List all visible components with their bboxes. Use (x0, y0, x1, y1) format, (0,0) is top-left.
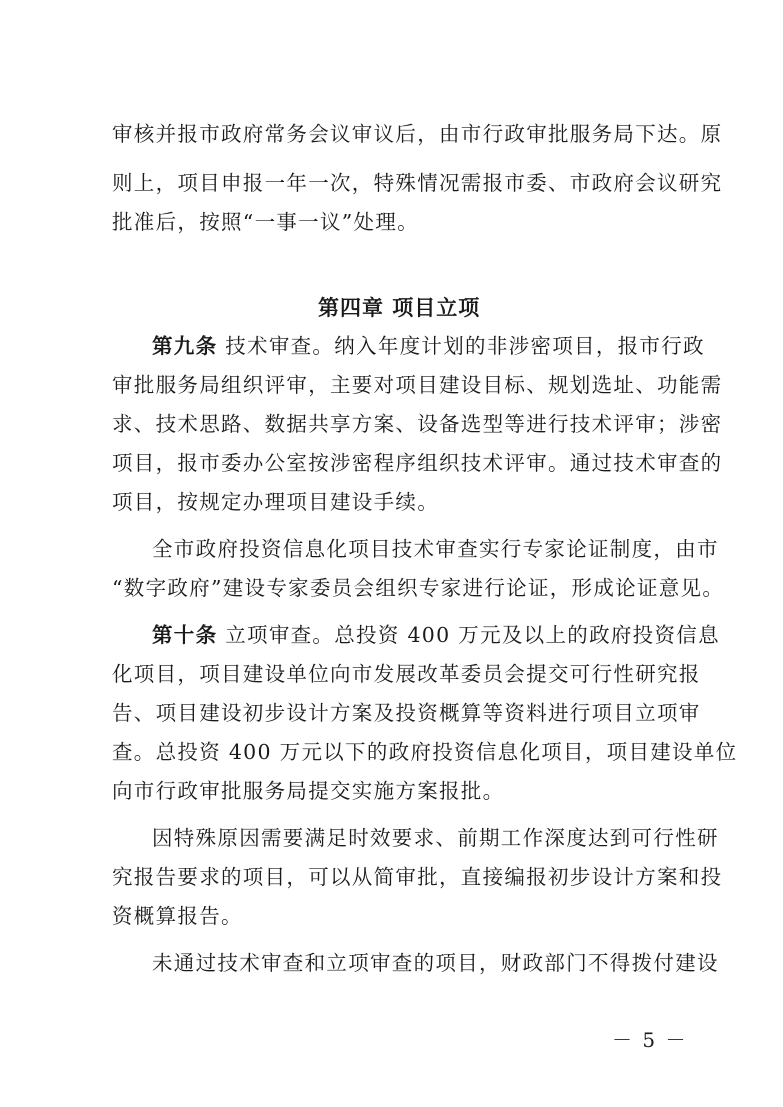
paragraph-line: 则上，项目申报一年一次，特殊情况需报市委、市政府会议研究 (112, 171, 723, 195)
chapter-heading: 第四章 项目立项 (318, 296, 481, 320)
article-9-label: 第九条 (152, 334, 218, 358)
page-number: － 5 － (612, 1028, 688, 1052)
paragraph-line: 因特殊原因需要满足时效要求、前期工作深度达到可行性研 (152, 826, 719, 850)
article-10-first-line (152, 623, 720, 647)
paragraph-line: 向市行政审批服务局提交实施方案报批。 (112, 779, 505, 803)
paragraph-line: 资概算报告。 (112, 904, 243, 928)
paragraph-line: “数字政府”建设专家委员会组织专家进行论证，形成论证意见。 (112, 576, 725, 600)
paragraph-line: 告、项目建设初步设计方案及投资概算等资料进行项目立项审 (112, 701, 701, 725)
paragraph-line: 项目，报市委办公室按涉密程序组织技术评审。通过技术审查的 (112, 451, 723, 475)
article-9-first-text: 技术审查。纳入年度计划的非涉密项目，报市行政 (217, 334, 705, 358)
article-10-first-text: 立项审查。总投资 400 万元及以上的政府投资信息 (217, 623, 720, 647)
paragraph-line: 求、技术思路、数据共享方案、设备选型等进行技术评审；涉密 (112, 412, 723, 436)
paragraph-line: 项目，按规定办理项目建设手续。 (112, 490, 439, 514)
article-9-first-line (152, 334, 705, 358)
paragraph-line: 化项目，项目建设单位向市发展改革委员会提交可行性研究报 (112, 662, 701, 686)
paragraph-line: 未通过技术审查和立项审查的项目，财政部门不得拨付建设 (152, 951, 719, 975)
paragraph-line: 全市政府投资信息化项目技术审查实行专家论证制度，由市 (152, 537, 719, 561)
paragraph-line: 究报告要求的项目，可以从简审批，直接编报初步设计方案和投 (112, 865, 723, 889)
paragraph-line: 审批服务局组织评审，主要对项目建设目标、规划选址、功能需 (112, 373, 723, 397)
paragraph-line: 批准后，按照“一事一议”处理。 (112, 210, 419, 234)
paragraph-line: 查。总投资 400 万元以下的政府投资信息化项目，项目建设单位 (112, 740, 738, 764)
article-10-label: 第十条 (152, 623, 218, 647)
paragraph-line: 审核并报市政府常务会议审议后，由市行政审批服务局下达。原 (112, 122, 723, 146)
